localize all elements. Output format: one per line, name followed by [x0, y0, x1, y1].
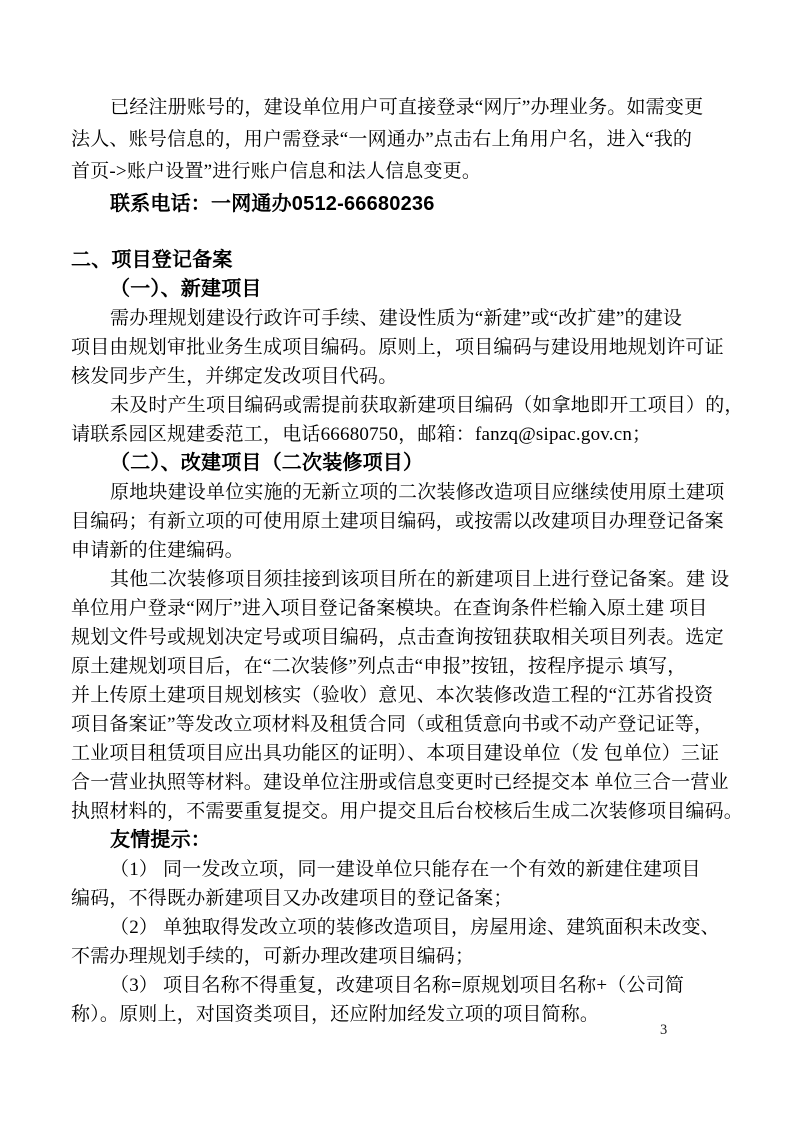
- text-line: 单位用户登录“网厅”进入项目登记备案模块。在查询条件栏输入原土建 项目: [71, 598, 708, 619]
- text-line: 项目备案证”等发改立项材料及租赁合同（或租赁意向书或不动产登记证等，: [71, 714, 714, 735]
- text-line: 原土建规划项目后，在“二次装修”列点击“申报”按钮，按程序提示 填写，: [71, 656, 687, 677]
- text-line: 法人、账号信息的，用户需登录“一网通办”点击右上角用户名，进入“我的: [71, 129, 693, 150]
- text-line: 需办理规划建设行政许可手续、建设性质为“新建”或“改扩建”的建设: [110, 308, 683, 329]
- text-line: 目编码；有新立项的可使用原土建项目编码，或按需以改建项目办理登记备案: [71, 511, 724, 532]
- text-line: 已经注册账号的，建设单位用户可直接登录“网厅”办理业务。如需变更: [110, 97, 704, 118]
- text-line: 申请新的住建编码。: [71, 540, 244, 561]
- text-line: 合一营业执照等材料。建设单位注册或信息变更时已经提交本 单位三合一营业: [71, 772, 729, 793]
- text-line: 执照材料的，不需要重复提交。用户提交且后台校核后生成二次装修项目编码。: [71, 801, 744, 822]
- text-line: （二）、改建项目（二次装修项目）: [110, 452, 424, 474]
- text-line: （1） 同一发改立项，同一建设单位只能存在一个有效的新建住建项目: [110, 859, 701, 880]
- text-line: 请联系园区规建委范工，电话66680750，邮箱：fanzq@sipac.gov.cn；: [71, 424, 652, 445]
- text-line: （3） 项目名称不得重复，改建项目名称=原规划项目名称+（公司简: [110, 975, 685, 996]
- text-line: （2） 单独取得发改立项的装修改造项目，房屋用途、建筑面积未改变、: [110, 917, 720, 938]
- text-line: 友情提示：: [110, 829, 211, 851]
- text-line: 规划文件号或规划决定号或项目编码，点击查询按钮获取相关项目列表。选定: [71, 627, 724, 648]
- tips-heading: [71, 826, 729, 855]
- subsection-heading-renovation-project: [71, 449, 729, 478]
- new-project-paragraph-2: [71, 391, 744, 449]
- text-line: 并上传原土建项目规划核实（验收）意见、本次装修改造工程的“江苏省投资: [71, 685, 714, 706]
- document-content: [71, 92, 744, 1029]
- text-line: 编码，不得既办新建项目又办改建项目的登记备案；: [71, 888, 513, 909]
- section-heading-project-registration: [71, 246, 729, 275]
- intro-paragraph: [71, 92, 729, 188]
- text-line: 其他二次装修项目须挂接到该项目所在的新建项目上进行登记备案。建 设: [110, 569, 730, 590]
- text-line: 首页->账户设置”进行账户信息和法人信息变更。: [71, 161, 482, 182]
- text-line: 未及时产生项目编码或需提前获取新建项目编码（如拿地即开工项目）的，: [110, 395, 744, 416]
- page-number: 3: [660, 1022, 668, 1038]
- text-line: 称）。原则上，对国资类项目，还应附加经发立项的项目简称。: [71, 1004, 600, 1025]
- tip-3: [71, 971, 729, 1029]
- text-line: 不需办理规划手续的，可新办理改建项目编码；: [71, 946, 475, 967]
- text-line: 二、项目登记备案: [71, 249, 233, 271]
- text-line: 核发同步产生，并绑定发改项目代码。: [71, 366, 398, 387]
- new-project-paragraph-1: [71, 304, 729, 391]
- renovation-paragraph-1: [71, 478, 729, 565]
- section-gap: [71, 220, 729, 246]
- subsection-heading-new-project: [71, 275, 729, 304]
- text-line: 项目由规划审批业务生成项目编码。原则上，项目编码与建设用地规划许可证: [71, 337, 724, 358]
- text-line: （一）、新建项目: [110, 278, 262, 300]
- tip-2: [71, 913, 729, 971]
- contact-phone-line: [71, 188, 729, 220]
- renovation-paragraph-2: [71, 565, 744, 826]
- tip-1: [71, 855, 729, 913]
- text-line: 联系电话：一网通办0512-66680236: [110, 193, 435, 215]
- text-line: 工业项目租赁项目应出具功能区的证明）、本项目建设单位（发 包单位）三证: [71, 743, 720, 764]
- text-line: 原地块建设单位实施的无新立项的二次装修改造项目应继续使用原土建项: [110, 482, 725, 503]
